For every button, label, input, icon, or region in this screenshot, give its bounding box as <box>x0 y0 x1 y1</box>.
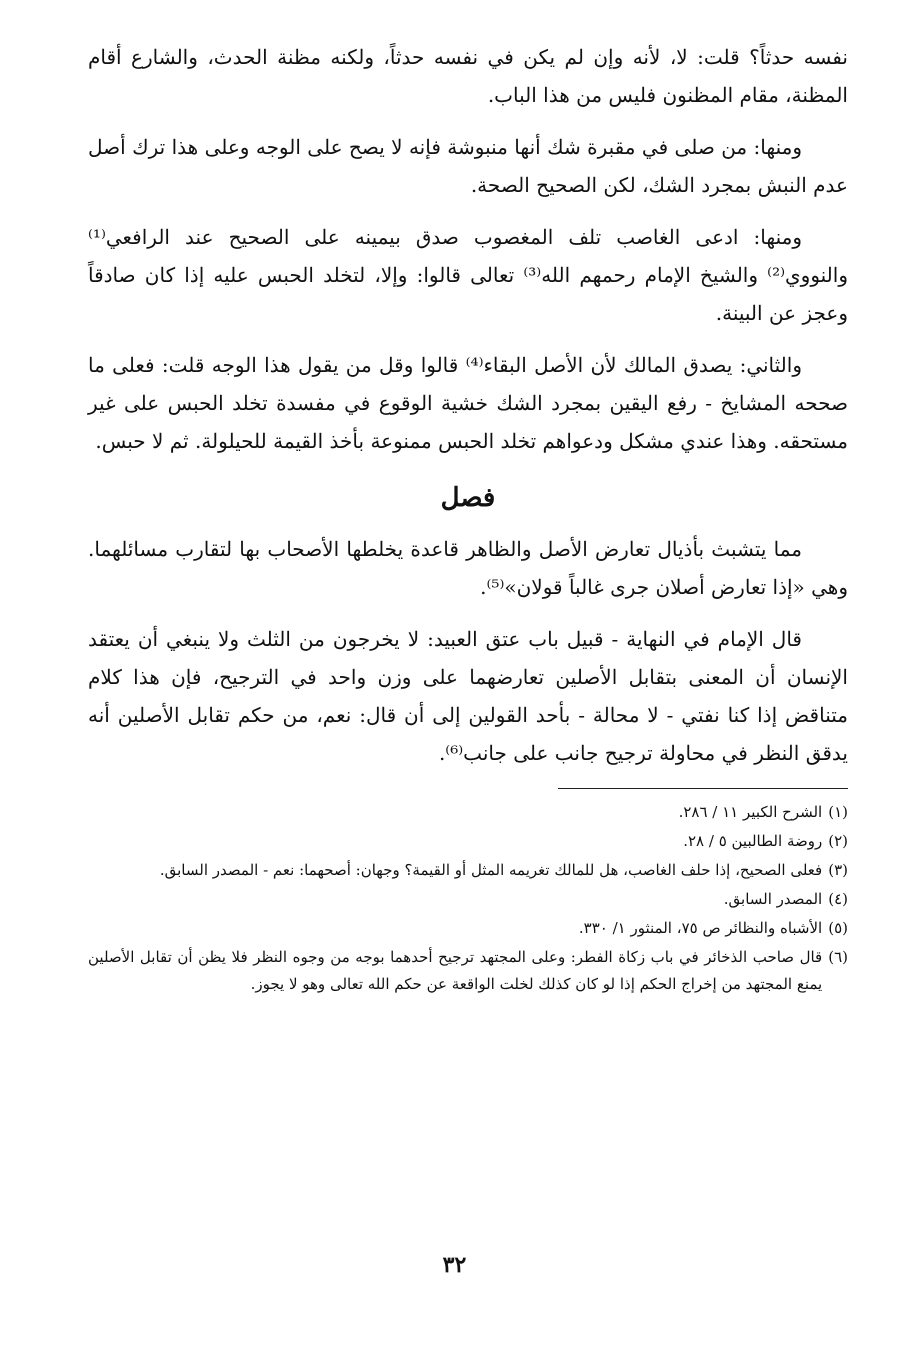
footnote-item <box>88 857 848 884</box>
footnote-text: قال صاحب الذخائر في باب زكاة الفطر: وعلى المجتهد ترجيح أحدهما بوجه من وجوه النظر فلا يظن أن تقابل الأصلين يمنع المجتهد من إخراج الحكم إذا لو كان كذلك لخلت الواقعة عن حكم الله تعالى وهو لا يجوز. <box>88 948 823 993</box>
footnote-text: الأشباه والنظائر ص ٧٥، المنثور ١/ ٣٣٠. <box>578 919 823 937</box>
footnote-text: روضة الطالبين ٥ / ٢٨. <box>683 832 823 850</box>
section-heading: فصل <box>440 483 496 513</box>
body-paragraph-4: والثاني: يصدق المالك لأن الأصل البقاء⁽⁴⁾ قالوا وقل من يقول هذا الوجه قلت: فعلى ما صححه المشايخ - رفع اليقين بمجرد الشك خشية الوقوع في مفسدة تخلد الحبس على غير مستحقه. وهذا عندي مشكل ودعواهم تخلد الحبس ممنوعة بأخذ القيمة للحيلولة. ثم لا حبس. <box>88 353 848 453</box>
footnote-text: فعلى الصحيح، إذا حلف الغاصب، هل للمالك تغريمه المثل أو القيمة؟ وجهان: أصحهما: نعم - المصدر السابق. <box>159 861 823 879</box>
footnote-text: الشرح الكبير ١١ / ٢٨٦. <box>678 803 823 821</box>
footnote-number: (٣) <box>828 861 848 879</box>
footnote-number: (٥) <box>828 919 848 937</box>
section-paragraph-2: قال الإمام في النهاية - قبيل باب عتق العبيد: لا يخرجون من الثلث ولا ينبغي أن يعتقد الإنسان أن المعنى بتقابل الأصلين تعارضهما على وزن واحد في الترجيح، فإن هذا كلام متناقض إذا كنا نفتي - لا محالة - بأحد القولين إلى أن قال: نعم، من حكم تقابل الأصلين أنه يدقق النظر في محاولة ترجيح جانب على جانب⁽⁶⁾. <box>88 627 848 765</box>
book-page <box>88 38 848 1000</box>
footnote-item <box>88 799 848 826</box>
body-paragraph-1: نفسه حدثاً؟ قلت: لا، لأنه وإن لم يكن في نفسه حدثاً، ولكنه مظنة الحدث، والشارع أقام المظنة، مقام المظنون فليس من هذا الباب. <box>88 45 848 107</box>
footnote-number: (٢) <box>828 832 848 850</box>
footnote-divider <box>558 788 848 789</box>
body-paragraph-2: ومنها: من صلى في مقبرة شك أنها منبوشة فإنه لا يصح على الوجه وعلى هذا ترك أصل عدم النبش بمجرد الشك، لكن الصحيح الصحة. <box>88 135 848 197</box>
footnote-number: (٦) <box>828 948 848 966</box>
footnote-item <box>88 886 848 913</box>
footnotes-list <box>88 799 848 998</box>
body-paragraph-3: ومنها: ادعى الغاصب تلف المغصوب صدق بيمينه على الصحيح عند الرافعي⁽¹⁾ والنووي⁽²⁾ والشيخ الإمام رحمهم الله⁽³⁾ تعالى قالوا: وإلا، لتخلد الحبس عليه إذا كان صادقاً وعجز عن البينة. <box>88 225 848 325</box>
footnote-text: المصدر السابق. <box>723 890 823 908</box>
footnote-number: (٤) <box>828 890 848 908</box>
footnote-item <box>88 944 848 998</box>
footnote-number: (١) <box>828 803 848 821</box>
section-paragraph-1: مما يتشبث بأذيال تعارض الأصل والظاهر قاعدة يخلطها الأصحاب بها لتقارب مسائلهما. وهي «إذا تعارض أصلان جرى غالباً قولان»⁽⁵⁾. <box>88 537 848 599</box>
footnote-item <box>88 915 848 942</box>
page-number: ٣٢ <box>442 1252 467 1278</box>
footnote-item <box>88 828 848 855</box>
